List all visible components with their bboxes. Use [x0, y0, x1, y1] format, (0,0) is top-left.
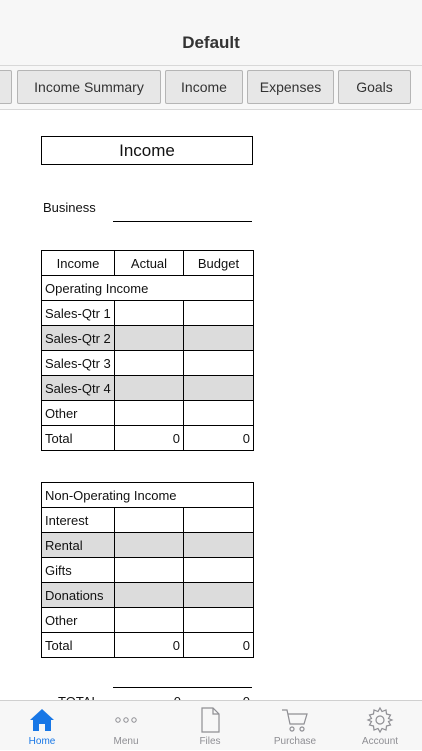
section-label: Operating Income — [42, 276, 254, 301]
income-form[interactable] — [0, 111, 422, 700]
section-row — [42, 483, 254, 508]
table-row — [42, 301, 254, 326]
tab-goals[interactable]: Goals — [338, 70, 411, 104]
total-row — [42, 633, 254, 658]
budget-cell[interactable] — [184, 608, 254, 633]
section-label: Non-Operating Income — [42, 483, 254, 508]
row-label: Other — [42, 608, 115, 633]
actual-cell[interactable] — [115, 376, 184, 401]
table-row — [42, 326, 254, 351]
section-row — [42, 276, 254, 301]
actual-cell[interactable] — [115, 326, 184, 351]
more-dots-icon — [113, 707, 139, 733]
form-title: Income — [41, 136, 253, 165]
cart-icon — [281, 707, 309, 733]
total-label: Total — [42, 633, 115, 658]
row-label: Gifts — [42, 558, 115, 583]
table-row — [42, 376, 254, 401]
home-icon — [29, 707, 55, 733]
row-label: Sales-Qtr 4 — [42, 376, 115, 401]
tab-previous[interactable] — [0, 70, 12, 104]
page-title: Default — [182, 33, 240, 52]
tabbar-label: Home — [28, 736, 56, 747]
actual-cell[interactable] — [115, 401, 184, 426]
column-header-income: Income — [42, 251, 115, 276]
column-header-actual: Actual — [115, 251, 184, 276]
tabbar-label: Menu — [113, 736, 139, 747]
gear-icon — [367, 707, 393, 733]
bottom-tab-bar — [0, 700, 422, 750]
row-label: Donations — [42, 583, 115, 608]
actual-cell[interactable] — [115, 533, 184, 558]
tabbar-label: Purchase — [273, 736, 317, 747]
budget-cell[interactable] — [184, 301, 254, 326]
tabbar-item-account[interactable] — [338, 701, 422, 751]
row-label: Sales-Qtr 3 — [42, 351, 115, 376]
row-label: Rental — [42, 533, 115, 558]
total-actual-value: 0 — [115, 426, 184, 451]
budget-cell[interactable] — [184, 583, 254, 608]
tab-income[interactable]: Income — [165, 70, 243, 104]
actual-cell[interactable] — [115, 558, 184, 583]
actual-cell[interactable] — [115, 608, 184, 633]
row-label: Sales-Qtr 1 — [42, 301, 115, 326]
actual-cell[interactable] — [115, 351, 184, 376]
table-row — [42, 508, 254, 533]
total-budget-value: 0 — [184, 633, 254, 658]
tab-expenses[interactable]: Expenses — [247, 70, 334, 104]
budget-cell[interactable] — [184, 351, 254, 376]
grand-total-divider — [113, 687, 252, 688]
row-label: Sales-Qtr 2 — [42, 326, 115, 351]
business-field[interactable] — [113, 221, 252, 222]
table-row — [42, 533, 254, 558]
operating-income-table — [41, 250, 254, 451]
table-row — [42, 558, 254, 583]
row-label: Other — [42, 401, 115, 426]
table-row — [42, 401, 254, 426]
total-label: Total — [42, 426, 115, 451]
navigation-bar — [0, 0, 422, 66]
budget-cell[interactable] — [184, 558, 254, 583]
total-actual-value: 0 — [115, 633, 184, 658]
tabbar-item-files[interactable] — [168, 701, 252, 751]
budget-cell[interactable] — [184, 508, 254, 533]
non-operating-income-table — [41, 482, 254, 658]
table-row — [42, 351, 254, 376]
table-row — [42, 583, 254, 608]
total-row — [42, 426, 254, 451]
column-header-budget: Budget — [184, 251, 254, 276]
actual-cell[interactable] — [115, 508, 184, 533]
tabbar-item-menu[interactable] — [84, 701, 168, 751]
row-label: Interest — [42, 508, 115, 533]
business-label: Business — [43, 200, 96, 215]
tabbar-label: Files — [199, 736, 221, 747]
tabbar-label: Account — [361, 736, 399, 747]
table-header-row — [42, 251, 254, 276]
budget-cell[interactable] — [184, 533, 254, 558]
tabbar-item-home[interactable] — [0, 701, 84, 751]
budget-cell[interactable] — [184, 376, 254, 401]
budget-cell[interactable] — [184, 401, 254, 426]
actual-cell[interactable] — [115, 583, 184, 608]
file-icon — [199, 707, 221, 733]
section-tab-strip[interactable] — [0, 66, 422, 110]
tab-income-summary[interactable]: Income Summary — [17, 70, 161, 104]
table-row — [42, 608, 254, 633]
total-budget-value: 0 — [184, 426, 254, 451]
budget-cell[interactable] — [184, 326, 254, 351]
tabbar-item-purchase[interactable] — [253, 701, 337, 751]
actual-cell[interactable] — [115, 301, 184, 326]
